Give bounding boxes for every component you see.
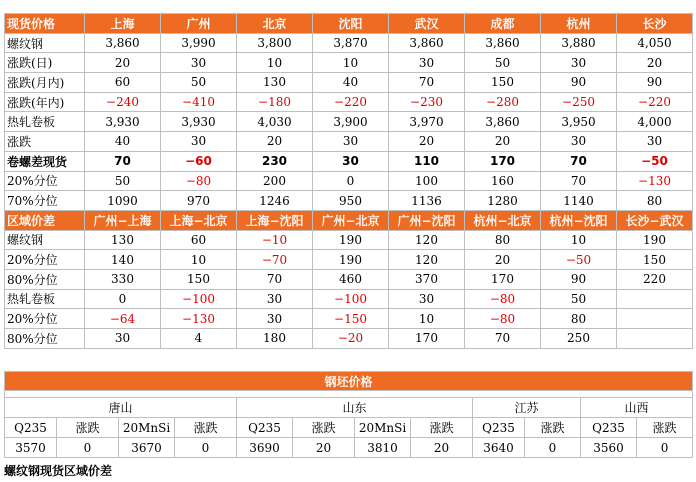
table-cell: 150 <box>617 250 693 270</box>
row-label: 70%分位 <box>5 191 85 211</box>
table-cell: 190 <box>313 250 389 270</box>
table-cell: −60 <box>161 151 237 171</box>
table-cell: 10 <box>237 53 313 73</box>
table-cell: −100 <box>313 289 389 309</box>
table-cell: 50 <box>465 53 541 73</box>
table-cell: 20 <box>85 53 161 73</box>
table-cell: 3,800 <box>237 33 313 53</box>
table-cell: −150 <box>313 309 389 329</box>
table-cell: 3,930 <box>161 112 237 132</box>
table-cell: 3670 <box>119 438 175 458</box>
table-cell: 20 <box>411 438 473 458</box>
table-cell: 30 <box>541 132 617 152</box>
row-label: 螺纹钢 <box>5 33 85 53</box>
table-cell: 150 <box>161 269 237 289</box>
column-header: 广州−上海 <box>85 210 161 230</box>
table-cell: 90 <box>617 73 693 93</box>
region-header: 唐山 <box>5 398 237 418</box>
table-cell: 20 <box>389 132 465 152</box>
table-cell: 30 <box>541 53 617 73</box>
table-cell: 3,990 <box>161 33 237 53</box>
table-cell: 970 <box>161 191 237 211</box>
subheader-row <box>5 418 693 438</box>
row-label: 热轧卷板 <box>5 112 85 132</box>
table-cell: 3560 <box>581 438 637 458</box>
table-cell: 90 <box>541 73 617 93</box>
table-cell: 110 <box>389 151 465 171</box>
table-cell: −50 <box>541 250 617 270</box>
table-row <box>5 329 693 349</box>
table-cell: −100 <box>161 289 237 309</box>
table-cell: 120 <box>389 230 465 250</box>
row-label: 涨跌(日) <box>5 53 85 73</box>
table-cell: 250 <box>541 329 617 349</box>
table-cell: 1246 <box>237 191 313 211</box>
table-cell: 80 <box>465 230 541 250</box>
table-cell: 0 <box>85 289 161 309</box>
subheader-cell: 涨跌 <box>411 418 473 438</box>
table-cell: 150 <box>465 73 541 93</box>
table-cell <box>617 329 693 349</box>
table-cell: 20 <box>237 132 313 152</box>
subheader-cell: 涨跌 <box>57 418 119 438</box>
table-cell: 70 <box>541 171 617 191</box>
table-cell: −80 <box>465 309 541 329</box>
table-cell: 70 <box>85 151 161 171</box>
subheader-cell: Q235 <box>581 418 637 438</box>
table-cell: −70 <box>237 250 313 270</box>
table-row <box>5 92 693 112</box>
region-header: 山西 <box>581 398 693 418</box>
table-cell: 30 <box>313 151 389 171</box>
table-cell: 0 <box>637 438 693 458</box>
table-cell: 50 <box>161 73 237 93</box>
table-cell: 20 <box>465 250 541 270</box>
column-header: 杭州−北京 <box>465 210 541 230</box>
table-cell: −240 <box>85 92 161 112</box>
blank-row <box>5 391 693 398</box>
table-cell: 10 <box>541 230 617 250</box>
table-cell: 80 <box>617 191 693 211</box>
table-cell: 50 <box>85 171 161 191</box>
table-cell: −250 <box>541 92 617 112</box>
table-cell: 190 <box>313 230 389 250</box>
table-cell: 220 <box>617 269 693 289</box>
row-label: 80%分位 <box>5 269 85 289</box>
table-cell: 10 <box>313 53 389 73</box>
table-row <box>5 250 693 270</box>
table-cell: 1140 <box>541 191 617 211</box>
table-cell: 3,860 <box>465 112 541 132</box>
billet-price-table <box>4 371 693 458</box>
table-cell: 50 <box>541 289 617 309</box>
table-cell: −180 <box>237 92 313 112</box>
subheader-cell: Q235 <box>5 418 57 438</box>
table-cell: 200 <box>237 171 313 191</box>
table-cell: 140 <box>85 250 161 270</box>
table-cell: 3,860 <box>389 33 465 53</box>
table-cell: 170 <box>465 151 541 171</box>
table-row <box>5 269 693 289</box>
column-header: 武汉 <box>389 14 465 34</box>
subheader-cell: Q235 <box>473 418 525 438</box>
row-label: 螺纹钢 <box>5 230 85 250</box>
table-cell: 40 <box>313 73 389 93</box>
table-cell: −10 <box>237 230 313 250</box>
figure-caption: 螺纹钢现货区域价差 <box>4 464 113 478</box>
table-cell: 190 <box>617 230 693 250</box>
column-header: 成都 <box>465 14 541 34</box>
row-label: 涨跌 <box>5 132 85 152</box>
table-cell: −64 <box>85 309 161 329</box>
table-cell: 0 <box>313 171 389 191</box>
row-label: 80%分位 <box>5 329 85 349</box>
column-header: 北京 <box>237 14 313 34</box>
column-header: 长沙 <box>617 14 693 34</box>
table-cell: 3,930 <box>85 112 161 132</box>
subheader-cell: 涨跌 <box>525 418 581 438</box>
table-cell: 3,950 <box>541 112 617 132</box>
billet-title: 钢坯价格 <box>5 372 693 391</box>
table-cell: −80 <box>465 289 541 309</box>
table-cell: 3810 <box>355 438 411 458</box>
column-header: 长沙−武汉 <box>617 210 693 230</box>
table-cell: 30 <box>237 289 313 309</box>
table-cell: 30 <box>389 53 465 73</box>
section-title: 现货价格 <box>5 14 85 34</box>
table-row <box>5 151 693 171</box>
row-label: 涨跌(年内) <box>5 92 85 112</box>
column-header: 上海−北京 <box>161 210 237 230</box>
table-cell: 130 <box>85 230 161 250</box>
table-cell: 230 <box>237 151 313 171</box>
spot-header-row <box>5 14 693 34</box>
table-cell: 950 <box>313 191 389 211</box>
table-cell: 10 <box>389 309 465 329</box>
table-cell: 20 <box>617 53 693 73</box>
region-header: 江苏 <box>473 398 581 418</box>
table-cell: −50 <box>617 151 693 171</box>
table-cell: 90 <box>541 269 617 289</box>
table-cell: 4 <box>161 329 237 349</box>
table-row <box>5 33 693 53</box>
table-cell: 10 <box>161 250 237 270</box>
table-row <box>5 112 693 132</box>
table-cell <box>617 289 693 309</box>
table-cell: 40 <box>85 132 161 152</box>
column-header: 杭州−沈阳 <box>541 210 617 230</box>
table-row <box>5 230 693 250</box>
subheader-cell: Q235 <box>237 418 293 438</box>
subheader-cell: 涨跌 <box>637 418 693 438</box>
table-cell: −20 <box>313 329 389 349</box>
table-cell: −220 <box>313 92 389 112</box>
table-cell: 460 <box>313 269 389 289</box>
table-cell: 1136 <box>389 191 465 211</box>
table-cell: 3690 <box>237 438 293 458</box>
table-cell: 3570 <box>5 438 57 458</box>
table-cell: 3,900 <box>313 112 389 132</box>
table-cell: 20 <box>293 438 355 458</box>
subheader-cell: 涨跌 <box>175 418 237 438</box>
subheader-cell: 20MnSi <box>119 418 175 438</box>
table-cell: −130 <box>617 171 693 191</box>
table-row <box>5 53 693 73</box>
table-cell: 70 <box>465 329 541 349</box>
table-cell: 20 <box>465 132 541 152</box>
table-cell <box>617 309 693 329</box>
spot-price-table <box>4 13 693 349</box>
table-row <box>5 73 693 93</box>
value-row <box>5 438 693 458</box>
table-cell: 80 <box>541 309 617 329</box>
column-header: 杭州 <box>541 14 617 34</box>
row-label: 20%分位 <box>5 309 85 329</box>
table-cell: 3640 <box>473 438 525 458</box>
section-title: 区域价差 <box>5 210 85 230</box>
table-cell: 4,050 <box>617 33 693 53</box>
table-cell: 70 <box>389 73 465 93</box>
table-cell: 3,970 <box>389 112 465 132</box>
table-cell: 120 <box>389 250 465 270</box>
row-label: 20%分位 <box>5 250 85 270</box>
table-row <box>5 132 693 152</box>
table-row <box>5 289 693 309</box>
table-cell: 0 <box>175 438 237 458</box>
table-cell: 30 <box>617 132 693 152</box>
table-cell: 170 <box>465 269 541 289</box>
row-label: 卷螺差现货 <box>5 151 85 171</box>
row-label: 涨跌(月内) <box>5 73 85 93</box>
table-cell: 3,860 <box>85 33 161 53</box>
table-cell: 3,870 <box>313 33 389 53</box>
table-cell: 4,000 <box>617 112 693 132</box>
table-cell: 70 <box>541 151 617 171</box>
table-cell: 3,880 <box>541 33 617 53</box>
table-cell: −230 <box>389 92 465 112</box>
table-cell: 1280 <box>465 191 541 211</box>
table-cell: 100 <box>389 171 465 191</box>
table-cell: 0 <box>525 438 581 458</box>
table-cell: 30 <box>389 289 465 309</box>
table-row <box>5 191 693 211</box>
column-header: 上海 <box>85 14 161 34</box>
table-cell: 330 <box>85 269 161 289</box>
table-cell: 170 <box>389 329 465 349</box>
row-label: 热轧卷板 <box>5 289 85 309</box>
row-label: 20%分位 <box>5 171 85 191</box>
table-cell: −80 <box>161 171 237 191</box>
table-cell: −410 <box>161 92 237 112</box>
table-cell: 30 <box>237 309 313 329</box>
column-header: 上海−沈阳 <box>237 210 313 230</box>
table-cell: 30 <box>161 132 237 152</box>
table-cell: 180 <box>237 329 313 349</box>
table-cell: 160 <box>465 171 541 191</box>
table-cell: 60 <box>85 73 161 93</box>
column-header: 广州−北京 <box>313 210 389 230</box>
table-cell: 130 <box>237 73 313 93</box>
table-cell: −220 <box>617 92 693 112</box>
subheader-cell: 涨跌 <box>293 418 355 438</box>
table-row <box>5 309 693 329</box>
region-header: 山东 <box>237 398 473 418</box>
column-header: 沈阳 <box>313 14 389 34</box>
spread-header-row <box>5 210 693 230</box>
table-cell: 4,030 <box>237 112 313 132</box>
table-cell: 60 <box>161 230 237 250</box>
table-cell: 0 <box>57 438 119 458</box>
table-row <box>5 171 693 191</box>
table-cell: −130 <box>161 309 237 329</box>
table-cell: 70 <box>237 269 313 289</box>
table-cell: 1090 <box>85 191 161 211</box>
table-cell: 3,860 <box>465 33 541 53</box>
column-header: 广州 <box>161 14 237 34</box>
table-cell: 370 <box>389 269 465 289</box>
subheader-cell: 20MnSi <box>355 418 411 438</box>
table-cell: −280 <box>465 92 541 112</box>
region-row <box>5 398 693 418</box>
table-cell: 30 <box>161 53 237 73</box>
table-cell: 30 <box>85 329 161 349</box>
table-cell: 30 <box>313 132 389 152</box>
column-header: 广州−沈阳 <box>389 210 465 230</box>
